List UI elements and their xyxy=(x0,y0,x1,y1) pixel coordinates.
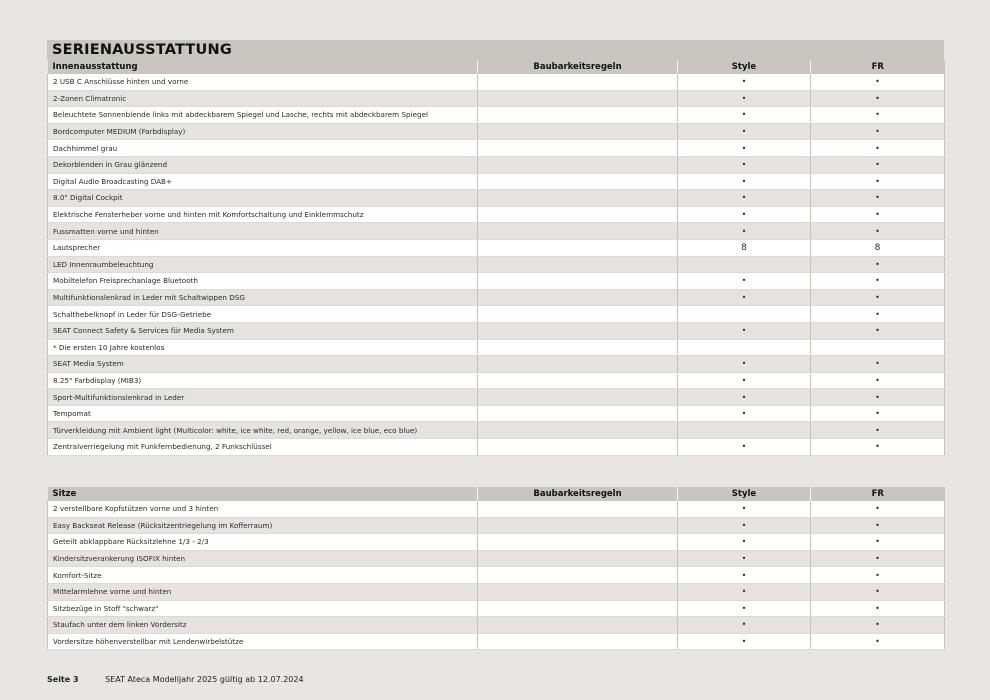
rules-cell xyxy=(478,223,678,240)
rules-cell xyxy=(478,273,678,290)
style-cell: • xyxy=(678,190,811,207)
fr-cell: • xyxy=(811,633,945,650)
row-label: 2 USB C Anschlüsse hinten und vorne xyxy=(48,74,478,90)
column-header-style: Style xyxy=(678,60,811,74)
document-label: SEAT Ateca Modelljahr 2025 gültig ab 12.07.2024 xyxy=(105,675,304,684)
rules-cell xyxy=(478,289,678,306)
row-label: Schalthebelknopf in Leder für DSG-Getriebe xyxy=(48,306,478,323)
rules-cell xyxy=(478,517,678,534)
section-sitze xyxy=(47,487,944,650)
table-header-row xyxy=(48,60,945,74)
row-label: * Die ersten 10 Jahre kostenlos xyxy=(48,339,478,356)
table-row xyxy=(48,422,945,439)
row-label: 2-Zonen Climatronic xyxy=(48,90,478,107)
fr-cell: • xyxy=(811,74,945,90)
table-row xyxy=(48,107,945,124)
rules-cell xyxy=(478,356,678,373)
fr-cell: • xyxy=(811,306,945,323)
equipment-table-seats xyxy=(47,487,945,650)
table-row xyxy=(48,273,945,290)
fr-cell: 8 xyxy=(811,239,945,256)
row-label: Tempomat xyxy=(48,405,478,422)
equipment-table-interior xyxy=(47,60,945,456)
rules-cell xyxy=(478,206,678,223)
table-row xyxy=(48,600,945,617)
table-row xyxy=(48,206,945,223)
row-label: Multifunktionslenkrad in Leder mit Schaltwippen DSG xyxy=(48,289,478,306)
table-row xyxy=(48,256,945,273)
table-row xyxy=(48,239,945,256)
style-cell: • xyxy=(678,501,811,517)
rules-cell xyxy=(478,534,678,551)
table-row xyxy=(48,306,945,323)
table-row xyxy=(48,405,945,422)
fr-cell: • xyxy=(811,173,945,190)
style-cell: • xyxy=(678,223,811,240)
column-header-fr: FR xyxy=(811,60,945,74)
table-row xyxy=(48,90,945,107)
table-row xyxy=(48,550,945,567)
rules-cell xyxy=(478,306,678,323)
row-label: Digital Audio Broadcasting DAB+ xyxy=(48,173,478,190)
table-row xyxy=(48,356,945,373)
rules-cell xyxy=(478,567,678,584)
style-cell: • xyxy=(678,356,811,373)
row-label: Kindersitzverankerung ISOFIX hinten xyxy=(48,550,478,567)
style-cell xyxy=(678,339,811,356)
table-row xyxy=(48,617,945,634)
rules-cell xyxy=(478,256,678,273)
style-cell: • xyxy=(678,600,811,617)
row-label: Fussmatten vorne und hinten xyxy=(48,223,478,240)
row-label: Dekorblenden in Grau glänzend xyxy=(48,156,478,173)
column-header-category: Sitze xyxy=(48,487,478,501)
fr-cell: • xyxy=(811,123,945,140)
row-label: 2 verstellbare Kopfstützen vorne und 3 hinten xyxy=(48,501,478,517)
style-cell: • xyxy=(678,107,811,124)
style-cell xyxy=(678,256,811,273)
table-row xyxy=(48,583,945,600)
fr-cell: • xyxy=(811,273,945,290)
table-row xyxy=(48,74,945,90)
style-cell: • xyxy=(678,173,811,190)
row-label: Bordcomputer MEDIUM (Farbdisplay) xyxy=(48,123,478,140)
page-title: SERIENAUSSTATTUNG xyxy=(47,40,944,60)
style-cell: • xyxy=(678,90,811,107)
fr-cell: • xyxy=(811,223,945,240)
table-row xyxy=(48,123,945,140)
fr-cell: • xyxy=(811,550,945,567)
table-row xyxy=(48,439,945,456)
rules-cell xyxy=(478,123,678,140)
rules-cell xyxy=(478,322,678,339)
fr-cell: • xyxy=(811,90,945,107)
fr-cell: • xyxy=(811,583,945,600)
style-cell xyxy=(678,306,811,323)
style-cell: • xyxy=(678,439,811,456)
style-cell: • xyxy=(678,206,811,223)
rules-cell xyxy=(478,550,678,567)
column-header-rules: Baubarkeitsregeln xyxy=(478,60,678,74)
fr-cell: • xyxy=(811,190,945,207)
style-cell: • xyxy=(678,405,811,422)
rules-cell xyxy=(478,156,678,173)
style-cell: • xyxy=(678,74,811,90)
table-row xyxy=(48,140,945,157)
row-label: SEAT Media System xyxy=(48,356,478,373)
row-label: Geteilt abklappbare Rücksitzlehne 1/3 - 2/3 xyxy=(48,534,478,551)
row-label: Beleuchtete Sonnenblende links mit abdeckbarem Spiegel und Lasche, rechts mit abdeckbarem Spiegel xyxy=(48,107,478,124)
row-label: Türverkleidung mit Ambient light (Multicolor: white, ice white, red, orange, yellow, ice blue, eco blue) xyxy=(48,422,478,439)
rules-cell xyxy=(478,583,678,600)
rules-cell xyxy=(478,107,678,124)
table-row xyxy=(48,633,945,650)
rules-cell xyxy=(478,439,678,456)
style-cell: • xyxy=(678,633,811,650)
rules-cell xyxy=(478,633,678,650)
row-label: Elektrische Fensterheber vorne und hinten mit Komfortschaltung und Einklemmschutz xyxy=(48,206,478,223)
table-row xyxy=(48,517,945,534)
table-header-row xyxy=(48,487,945,501)
fr-cell: • xyxy=(811,140,945,157)
section-innenausstattung xyxy=(47,40,944,456)
page-footer xyxy=(47,675,304,684)
style-cell: • xyxy=(678,389,811,406)
row-label: 8.25" Farbdisplay (MIB3) xyxy=(48,372,478,389)
column-header-rules: Baubarkeitsregeln xyxy=(478,487,678,501)
style-cell: • xyxy=(678,322,811,339)
rules-cell xyxy=(478,173,678,190)
row-label: SEAT Connect Safety & Services für Media System xyxy=(48,322,478,339)
row-label: Easy Backseat Release (Rücksitzentriegelung im Kofferraum) xyxy=(48,517,478,534)
table-row xyxy=(48,372,945,389)
table-row xyxy=(48,389,945,406)
row-label: Mittelarmlehne vorne und hinten xyxy=(48,583,478,600)
style-cell xyxy=(678,422,811,439)
style-cell: • xyxy=(678,372,811,389)
style-cell: • xyxy=(678,550,811,567)
rules-cell xyxy=(478,422,678,439)
table-row xyxy=(48,289,945,306)
column-header-style: Style xyxy=(678,487,811,501)
table-body xyxy=(48,501,945,650)
style-cell: • xyxy=(678,140,811,157)
style-cell: • xyxy=(678,273,811,290)
rules-cell xyxy=(478,600,678,617)
row-label: LED Innenraumbeleuchtung xyxy=(48,256,478,273)
fr-cell: • xyxy=(811,567,945,584)
rules-cell xyxy=(478,140,678,157)
column-header-fr: FR xyxy=(811,487,945,501)
table-row xyxy=(48,567,945,584)
style-cell: • xyxy=(678,123,811,140)
fr-cell: • xyxy=(811,206,945,223)
fr-cell: • xyxy=(811,372,945,389)
row-label: Zentralverriegelung mit Funkfernbedienung, 2 Funkschlüssel xyxy=(48,439,478,456)
rules-cell xyxy=(478,372,678,389)
page-number: Seite 3 xyxy=(47,675,79,684)
table-row xyxy=(48,339,945,356)
fr-cell: • xyxy=(811,534,945,551)
fr-cell: • xyxy=(811,156,945,173)
row-label: 8.0" Digital Cockpit xyxy=(48,190,478,207)
row-label: Mobiltelefon Freisprechanlage Bluetooth xyxy=(48,273,478,290)
rules-cell xyxy=(478,501,678,517)
rules-cell xyxy=(478,617,678,634)
fr-cell: • xyxy=(811,501,945,517)
row-label: Sitzbezüge in Stoff "schwarz" xyxy=(48,600,478,617)
style-cell: • xyxy=(678,156,811,173)
table-row xyxy=(48,223,945,240)
fr-cell: • xyxy=(811,389,945,406)
fr-cell: • xyxy=(811,422,945,439)
table-row xyxy=(48,534,945,551)
rules-cell xyxy=(478,90,678,107)
style-cell: • xyxy=(678,583,811,600)
style-cell: • xyxy=(678,534,811,551)
fr-cell: • xyxy=(811,322,945,339)
style-cell: • xyxy=(678,617,811,634)
row-label: Staufach unter dem linken Vordersitz xyxy=(48,617,478,634)
style-cell: • xyxy=(678,289,811,306)
style-cell: 8 xyxy=(678,239,811,256)
table-row xyxy=(48,322,945,339)
fr-cell: • xyxy=(811,617,945,634)
row-label: Sport-Multifunktionslenkrad in Leder xyxy=(48,389,478,406)
table-row xyxy=(48,173,945,190)
style-cell: • xyxy=(678,567,811,584)
table-body xyxy=(48,74,945,455)
fr-cell: • xyxy=(811,439,945,456)
fr-cell: • xyxy=(811,356,945,373)
rules-cell xyxy=(478,389,678,406)
table-row xyxy=(48,156,945,173)
rules-cell xyxy=(478,190,678,207)
fr-cell: • xyxy=(811,289,945,306)
fr-cell: • xyxy=(811,405,945,422)
row-label: Komfort-Sitze xyxy=(48,567,478,584)
table-row xyxy=(48,190,945,207)
row-label: Lautsprecher xyxy=(48,239,478,256)
fr-cell: • xyxy=(811,517,945,534)
rules-cell xyxy=(478,239,678,256)
rules-cell xyxy=(478,74,678,90)
rules-cell xyxy=(478,339,678,356)
fr-cell xyxy=(811,339,945,356)
table-row xyxy=(48,501,945,517)
column-header-category: Innenausstattung xyxy=(48,60,478,74)
fr-cell: • xyxy=(811,107,945,124)
fr-cell: • xyxy=(811,600,945,617)
fr-cell: • xyxy=(811,256,945,273)
rules-cell xyxy=(478,405,678,422)
row-label: Vordersitze höhenverstellbar mit Lendenwirbelstütze xyxy=(48,633,478,650)
style-cell: • xyxy=(678,517,811,534)
row-label: Dachhimmel grau xyxy=(48,140,478,157)
